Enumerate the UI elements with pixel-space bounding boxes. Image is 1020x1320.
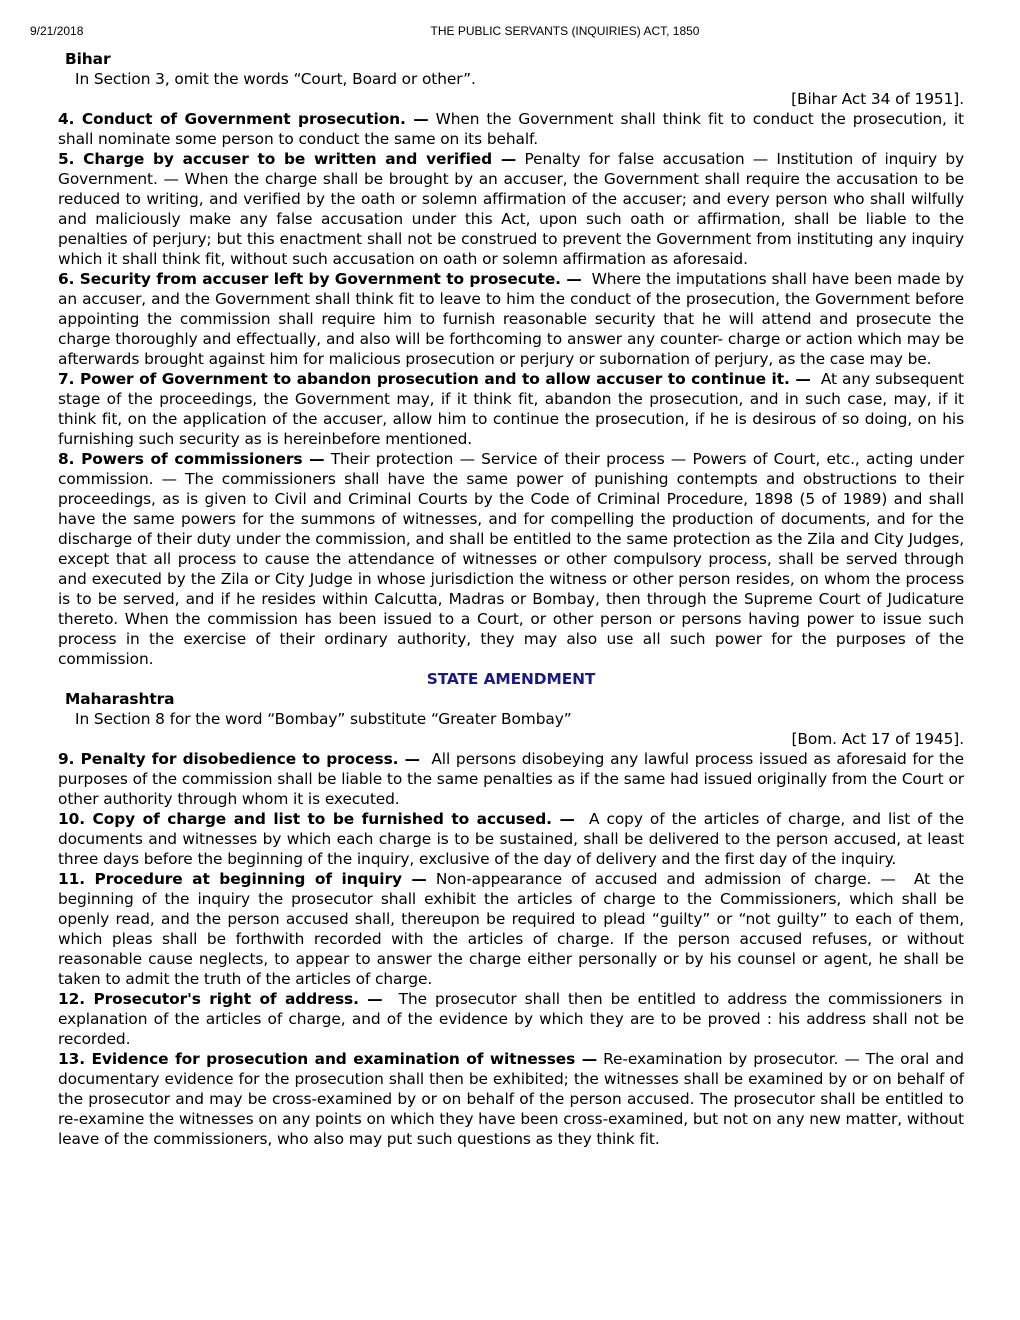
section-heading: 6. Security from accuser left by Government to prosecute. —: [58, 270, 582, 288]
state-amendment-maharashtra: [58, 669, 964, 749]
section-body: Re-examination by prosecutor. — The oral and documentary evidence for the prosecution shall then be exhibited; the witnesses shall be examined by or on behalf of the prosecutor and may be cross-examined by or on behalf of the person accused. The prosecutor shall be entitled to re-examine the witnesses on any points on which they have been cross-examined, but not on any new matter, without leave of the commissioners, who also may put such questions as they think fit.: [58, 1050, 964, 1148]
section-heading: 11. Procedure at beginning of inquiry —: [58, 870, 427, 888]
section-10: [58, 809, 964, 869]
section-body: Penalty for false accusation — Institution of inquiry by Government. — When the charge shall be brought by an accuser, the Government shall require the accusation to be reduced to writing, and verified by the oath or solemn affirmation of the accuser; and every person who shall wilfully and maliciously make any false accusation under this Act, upon such oath or affirmation, shall be liable to the penalties of perjury; but this enactment shall not be construed to prevent the Government from instituting any inquiry which it shall think fit, without such accusation on oath or solemn affirmation as aforesaid.: [58, 150, 965, 268]
section-heading: 5. Charge by accuser to be written and verified —: [58, 150, 517, 168]
amendment-state-name: Maharashtra: [65, 690, 175, 708]
document-body: [58, 49, 964, 1149]
section-body: A copy of the articles of charge, and list of the documents and witnesses by which each charge is to be sustained, shall be delivered to the person accused, at least three days before the beginning of the inquiry, exclusive of the day of delivery and the first day of the inquiry.: [58, 810, 964, 868]
section-9: [58, 749, 964, 809]
section-body: All persons disobeying any lawful process issued as aforesaid for the purposes of the commission shall be liable to the same penalties as if the same had issued originally from the Court or other authority through whom it is executed.: [58, 750, 965, 808]
section-body: At any subsequent stage of the proceedings, the Government may, if it think fit, abandon the prosecution, and in such case, may, if it think fit, on the application of the accuser, allow him to continue the prosecution, if he is desirous of so doing, on his furnishing such security as is hereinbefore mentioned.: [58, 370, 964, 448]
section-body: The prosecutor shall then be entitled to address the commissioners in explanation of the articles of charge, and of the evidence by which they are to be proved : his address shall not be recorded.: [58, 990, 964, 1048]
section-13: [58, 1049, 964, 1149]
section-12: [58, 989, 964, 1049]
section-heading: 7. Power of Government to abandon prosecution and to allow accuser to continue it. —: [58, 370, 811, 388]
section-heading: 10. Copy of charge and list to be furnished to accused. —: [58, 810, 575, 828]
section-body: Non-appearance of accused and admission of charge. — At the beginning of the inquiry the prosecutor shall exhibit the articles of charge to the Commissioners, which shall be openly read, and the person accused shall, thereupon be required to plead “guilty” or “not guilty” to each of them, which pleas shall be forthwith recorded with the articles of charge. If the person accused refuses, or without reasonable cause neglects, to appear to answer the charge either personally or by his counsel or agent, he shall be taken to admit the truth of the articles of charge.: [58, 870, 964, 988]
section-body: When the Government shall think fit to conduct the prosecution, it shall nominate some person to conduct the same on its behalf.: [58, 110, 964, 148]
section-7: [58, 369, 964, 449]
amendment-state-name: Bihar: [65, 50, 111, 68]
amendment-bihar: [58, 49, 964, 109]
section-4: [58, 109, 964, 149]
section-body: Where the imputations shall have been made by an accuser, and the Government shall think fit to leave to him the conduct of the prosecution, the Government before appointing the commission shall require him to furnish reasonable security that he will attend and prosecute the charge thoroughly and effectually, and also will be forthcoming to answer any counter- charge or action which may be afterwards brought against him for malicious prosecution or perjury or subornation of perjury, as the case may be.: [58, 270, 964, 368]
section-5: [58, 149, 964, 269]
state-amendment-heading: STATE AMENDMENT: [426, 670, 596, 688]
section-heading: 12. Prosecutor's right of address. —: [58, 990, 383, 1008]
section-heading: 13. Evidence for prosecution and examination of witnesses —: [58, 1050, 598, 1068]
amendment-text: In Section 8 for the word “Bombay” substitute “Greater Bombay”: [75, 710, 572, 728]
section-11: [58, 869, 964, 989]
section-body: Their protection — Service of their process — Powers of Court, etc., acting under commission. — The commissioners shall have the same power of punishing contempts and obstructions to their proceedings, as is given to Civil and Criminal Courts by the Code of Criminal Procedure, 1898 (5 of 1989) and shall have the same powers for the summons of witnesses, and for compelling the production of documents, and for the discharge of their duty under the commission, and shall be entitled to the same protection as the Zila and City Judges, except that all process to cause the attendance of witnesses or other compulsory process, shall be served through and executed by the Zila or City Judge in whose jurisdiction the witness or other person resides, on whom the process is to be served, and if he resides within Calcutta, Madras or Bombay, then through the Supreme Court of Judicature thereto. When the commission has been issued to a Court, or other person or persons having power to issue such process in the exercise of their ordinary authority, they may also use all such power for the purposes of the commission.: [58, 450, 964, 668]
section-heading: 8. Powers of commissioners —: [58, 450, 325, 468]
section-8: [58, 449, 964, 669]
document-title: THE PUBLIC SERVANTS (INQUIRIES) ACT, 1850: [430, 24, 700, 38]
amendment-citation: [Bom. Act 17 of 1945].: [791, 730, 964, 748]
section-6: [58, 269, 964, 369]
section-heading: 4. Conduct of Government prosecution. —: [58, 110, 429, 128]
print-date: 9/21/2018: [30, 24, 84, 38]
page-header: [0, 24, 1020, 40]
amendment-text: In Section 3, omit the words “Court, Board or other”.: [75, 70, 476, 88]
section-heading: 9. Penalty for disobedience to process. —: [58, 750, 420, 768]
amendment-citation: [Bihar Act 34 of 1951].: [791, 90, 964, 108]
